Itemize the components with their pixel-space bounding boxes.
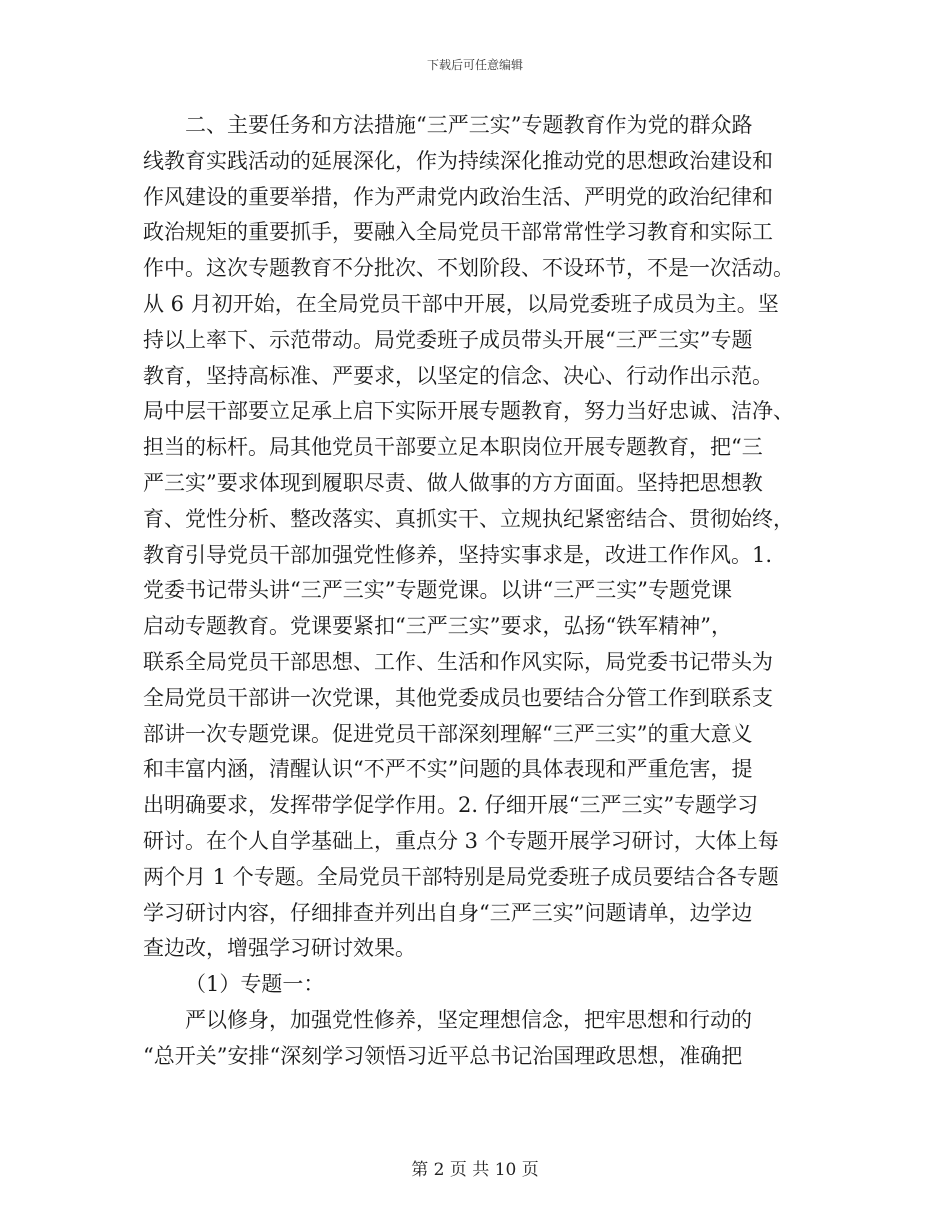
paragraph-line: 教育引导党员干部加强党性修养，坚持实事求是，改进工作作风。1. xyxy=(143,542,773,567)
paragraph-line: 教育，坚持高标准、严要求，以坚定的信念、决心、行动作出示范。 xyxy=(143,363,773,388)
paragraph-line: 两个月 1 个专题。全局党员干部特别是局党委班子成员要结合各专题 xyxy=(143,864,779,889)
paragraph-line: “总开关”安排“深刻学习领悟习近平总书记治国理政思想，准确把 xyxy=(143,1043,743,1068)
paragraph-line: 局中层干部要立足承上启下实际开展专题教育，努力当好忠诚、洁净、 xyxy=(143,399,794,424)
paragraph-line: 出明确要求，发挥带学促学作用。2. 仔细开展“三严三实”专题学习 xyxy=(143,793,759,818)
paragraph-line: 部讲一次专题党课。促进党员干部深刻理解“三严三实”的重大意义 xyxy=(143,721,753,746)
paragraph-line: 二、主要任务和方法措施“三严三实”专题教育作为党的群众路 xyxy=(185,113,753,137)
paragraph-line: 从 6 月初开始，在全局党员干部中开展，以局党委班子成员为主。坚 xyxy=(143,291,779,316)
paragraph-line: 作中。这次专题教育不分批次、不划阶段、不设环节，不是一次活动。 xyxy=(143,256,794,281)
paragraph-line: 线教育实践活动的延展深化，作为持续深化推动党的思想政治建设和 xyxy=(143,148,773,173)
page-header: 下载后可任意编辑 xyxy=(426,58,523,72)
paragraph-line: 党委书记带头讲“三严三实”专题党课。以讲“三严三实”专题党课 xyxy=(143,578,732,603)
paragraph-line: 和丰富内涵，清醒认识“不严不实”问题的具体表现和严重危害，提 xyxy=(143,757,753,782)
paragraph-line: 持以上率下、示范带动。局党委班子成员带头开展“三严三实”专题 xyxy=(143,327,753,352)
paragraph-line: 研讨。在个人自学基础上，重点分 3 个专题开展学习研讨，大体上每 xyxy=(143,828,779,853)
paragraph-line: 作风建设的重要举措，作为严肃党内政治生活、严明党的政治纪律和 xyxy=(143,184,773,209)
paragraph-line: 严三实”要求体现到履职尽责、做人做事的方方面面。坚持把思想教 xyxy=(143,470,763,495)
page-number-footer: 第 2 页 共 10 页 xyxy=(411,1160,539,1180)
paragraph-line: 育、党性分析、整改落实、真抓实干、立规执纪紧密结合、贯彻始终， xyxy=(143,506,794,531)
paragraph-line: 学习研讨内容，仔细排查并列出自身“三严三实”问题请单，边学边 xyxy=(143,900,753,925)
paragraph-line: 启动专题教育。党课要紧扣“三严三实”要求，弘扬“铁军精神”， xyxy=(143,614,732,639)
paragraph-line: 政治规矩的重要抓手，要融入全局党员干部常常性学习教育和实际工 xyxy=(143,220,773,245)
paragraph-line: 全局党员干部讲一次党课，其他党委成员也要结合分管工作到联系支 xyxy=(143,685,773,710)
paragraph-line: 严以修身，加强党性修养，坚定理想信念，把牢思想和行动的 xyxy=(185,1007,752,1032)
document-body xyxy=(143,108,815,1075)
paragraph-line: 查边改，增强学习研讨效果。 xyxy=(143,936,416,961)
paragraph-line: 担当的标杆。局其他党员干部要立足本职岗位开展专题教育，把“三 xyxy=(143,435,763,460)
paragraph-line: 联系全局党员干部思想、工作、生活和作风实际，局党委书记带头为 xyxy=(143,649,773,674)
section-heading: （1）专题一： xyxy=(185,972,325,997)
